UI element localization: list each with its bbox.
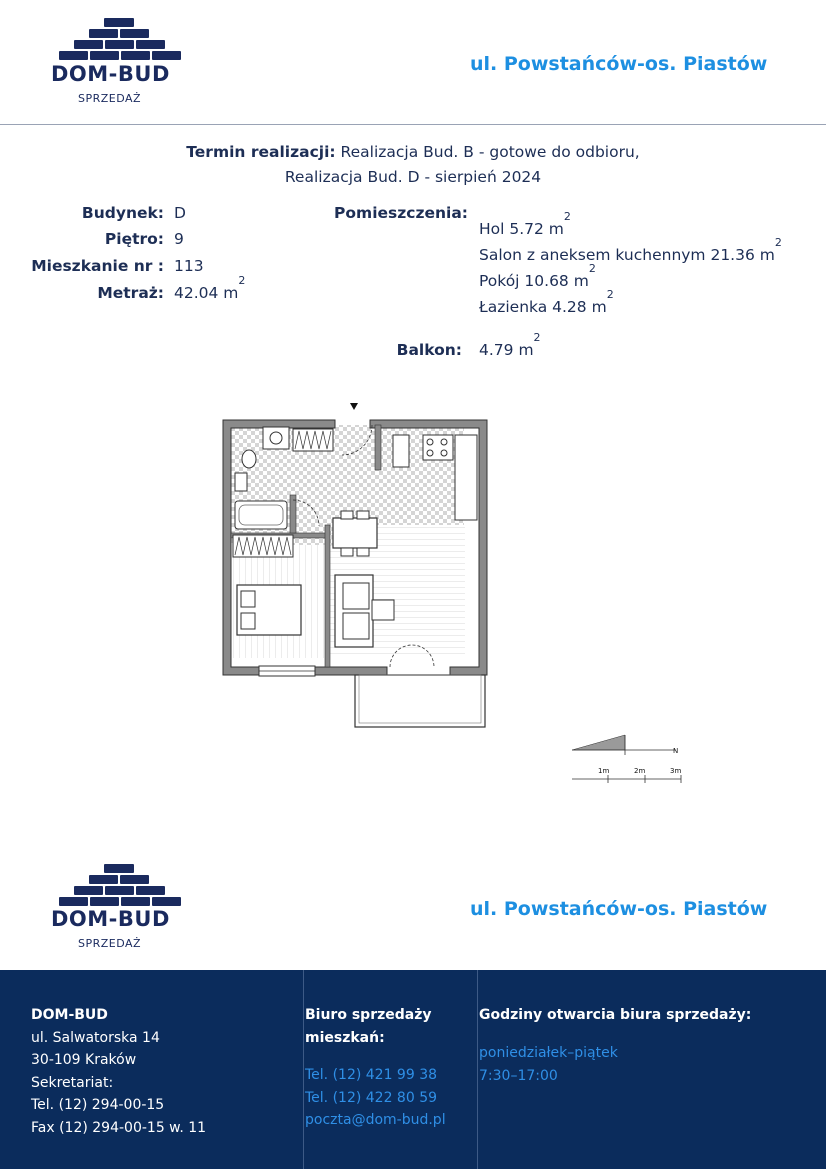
rooms-label: Pomieszczenia:	[334, 204, 468, 222]
room-lazienka	[479, 288, 614, 316]
apartment-label: Mieszkanie nr :	[31, 257, 164, 275]
term-line2: Realizacja Bud. D - sierpień 2024	[284, 168, 542, 186]
term-line1: Realizacja Bud. B - gotowe do odbioru,	[340, 143, 640, 161]
office-tel1[interactable]: Tel. (12) 421 99 38	[305, 1067, 438, 1083]
hours-time: 7:30–17:00	[479, 1067, 558, 1084]
dom-bud-logo-bricks-top	[50, 18, 190, 64]
dining-table	[333, 518, 377, 548]
balcony-sup: 2	[533, 331, 541, 344]
company-fax: Fax (12) 294-00-15 w. 11	[31, 1119, 207, 1136]
dom-bud-logo-bricks-bottom	[50, 864, 190, 910]
room-hol	[479, 210, 571, 238]
office-email[interactable]: poczta@dom-bud.pl	[305, 1112, 446, 1128]
floor-value: 9	[174, 230, 184, 248]
sofa	[335, 575, 373, 647]
inner-wall-hall	[290, 495, 296, 533]
room-salon	[479, 236, 782, 264]
company-name: DOM-BUD	[31, 1007, 108, 1023]
kitchen-counter	[455, 435, 477, 520]
scale-label-3m: 3m	[670, 767, 682, 775]
inner-wall-room	[325, 525, 330, 667]
logo-sub-bottom: SPRZEDAŻ	[78, 937, 142, 950]
floor-plan	[215, 395, 695, 795]
scale-bar	[572, 767, 681, 783]
sink	[263, 427, 289, 449]
term-line-2	[0, 165, 826, 190]
fridge	[393, 435, 409, 467]
armchair	[372, 600, 394, 620]
office-title-line2: mieszkań:	[305, 1029, 385, 1046]
header-divider	[0, 124, 826, 125]
room-pokoj	[479, 262, 596, 290]
company-street: ul. Salwatorska 14	[31, 1029, 160, 1046]
room-sup: 2	[563, 210, 571, 223]
room-name: Pokój 10.68 m	[479, 272, 589, 290]
outer-wall-bottom-mid	[315, 667, 387, 675]
room-name: Salon z aneksem kuchennym 21.36 m	[479, 246, 775, 264]
area-label: Metraż:	[97, 284, 164, 302]
footer-company	[31, 1004, 206, 1139]
room-sup: 2	[606, 288, 614, 301]
north-arrow-icon	[572, 735, 625, 750]
toilet	[235, 473, 247, 491]
footer	[0, 970, 826, 1169]
office-contacts	[305, 1064, 446, 1132]
logo-sub-top: SPRZEDAŻ	[78, 92, 142, 105]
room-name: Hol 5.72 m	[479, 220, 564, 238]
term-line-1	[0, 140, 826, 165]
balcony-label: Balkon:	[396, 341, 462, 359]
stove	[423, 435, 453, 460]
floor-label: Piętro:	[104, 230, 164, 248]
office-title-line1: Biuro sprzedaży	[305, 1007, 432, 1023]
scale-label-2m: 2m	[634, 767, 646, 775]
logo-text-bottom: DOM-BUD	[51, 907, 170, 931]
balcony-value	[479, 331, 541, 359]
apartment-value: 113	[174, 257, 204, 275]
room-sup: 2	[774, 236, 782, 249]
company-tel: Tel. (12) 294-00-15	[31, 1097, 165, 1113]
office-tel2[interactable]: Tel. (12) 422 80 59	[305, 1089, 438, 1106]
footer-divider-2	[477, 970, 478, 1169]
hours-title: Godziny otwarcia biura sprzedaży:	[479, 1007, 752, 1023]
area-unit-sup: 2	[238, 274, 246, 287]
footer-divider-1	[303, 970, 304, 1169]
balcony	[355, 675, 485, 727]
header-address: ul. Powstańców-os. Piastów	[470, 53, 768, 75]
inner-wall-closet	[375, 425, 381, 470]
hours-values	[479, 1042, 618, 1087]
bottom-address: ul. Powstańców-os. Piastów	[470, 898, 768, 920]
building-value: D	[174, 204, 186, 222]
area-number: 42.04 m	[174, 284, 239, 302]
balcony-number: 4.79 m	[479, 341, 534, 359]
company-city: 30-109 Kraków	[31, 1052, 137, 1068]
entrance-arrow-icon	[350, 403, 358, 410]
office-title	[305, 1004, 431, 1049]
logo-text-top: DOM-BUD	[51, 62, 170, 86]
north-label: N	[673, 747, 679, 755]
term-label: Termin realizacji:	[186, 143, 336, 161]
room-name: Łazienka 4.28 m	[479, 298, 607, 316]
hours-days: poniedziałek–piątek	[479, 1045, 618, 1061]
building-label: Budynek:	[81, 204, 164, 222]
room-sup: 2	[588, 262, 596, 275]
area-value	[174, 274, 246, 302]
scale-label-1m: 1m	[598, 767, 610, 775]
company-secretariat: Sekretariat:	[31, 1074, 114, 1091]
